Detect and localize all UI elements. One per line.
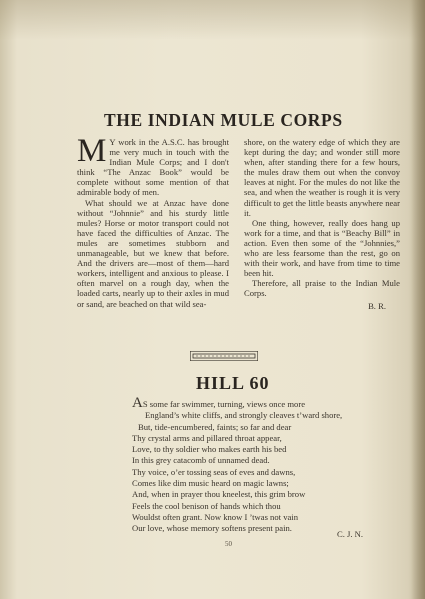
poem-line: In this grey catacomb of unnamed dead. <box>132 455 270 466</box>
article-paragraph: Therefore, all praise to the Indian Mule Corps. <box>244 278 400 299</box>
poem-line: Thy voice, o’er tossing seas of eves and dawns, <box>132 466 296 477</box>
article-paragraph: One thing, however, really does hang up work for a time, and that is “Beachy Bill” in action. Even then some of the “Johnnies,” who are less fearsome than the rest, go on with their work, and have from time to time been hit. <box>244 217 400 279</box>
poem-line: AS some far swimmer, turning, views once more <box>132 395 306 411</box>
article-signature: B. R. <box>368 300 386 311</box>
poem-line: Love, to thy soldier who makes earth his bed <box>132 444 287 455</box>
drop-cap: A <box>132 395 143 411</box>
poem-signature: C. J. N. <box>337 529 364 539</box>
poem-line: But, tide-encumbered, faints; so far and dear <box>138 421 292 432</box>
article-title: THE INDIAN MULE CORPS <box>104 110 343 130</box>
poem-line: Comes like dim music heard on magic lawns; <box>132 478 289 489</box>
poem-line: Our love, whose memory softens present pain. <box>132 523 292 534</box>
poem-line: Wouldst often grant. Now know I ’twas not vain <box>132 511 298 522</box>
poem-line: England’s white cliffs, and strongly cleaves t’ward shore, <box>145 410 343 421</box>
poem-line: And, when in prayer thou kneelest, this grim brow <box>132 489 306 500</box>
page-stain <box>0 0 425 40</box>
article-column-left <box>77 133 229 309</box>
page-spine-shadow <box>411 0 425 599</box>
article-paragraph: What should we at Anzac have done without “Johnnie” and his sturdy little mules? Horse or motor transport could not have faced the difficulties of Anzac. The mules are sometimes stubborn and unmanageable, but we knew that before. And the drivers are—most of them—hard workers, intelligent and anxious to please. I often marvel on a rough day, when the loaded carts, nearly up to their axles in mud or sand, are beached on that wild sea- <box>77 197 229 309</box>
poem-body <box>132 395 392 535</box>
article-paragraph: M Y work in the A.S.C. has brought me very much in touch with the Indian Mule Corps; and I don't think “The Anzac Book” would be complete without some mention of that admirable body of men. <box>77 133 229 198</box>
article-paragraph: shore, on the watery edge of which they are kept during the day; and wonder still more when, after standing there for a few hours, the mules draw them out when the convoy leaves at night. For the mules do not like the sea, and when the weather is rough it is very difficult to get the little beasts anywhere near it. <box>244 137 400 218</box>
poem-line: Feels the cool benison of hands which thou <box>132 500 281 511</box>
page-number: 50 <box>225 540 232 548</box>
poem-line: Thy crystal arms and pillared throat appear, <box>132 432 282 443</box>
decorative-ornament-icon <box>190 351 258 361</box>
article-column-right <box>244 137 400 311</box>
drop-cap: M <box>77 133 107 169</box>
poem-title: HILL 60 <box>196 373 270 393</box>
